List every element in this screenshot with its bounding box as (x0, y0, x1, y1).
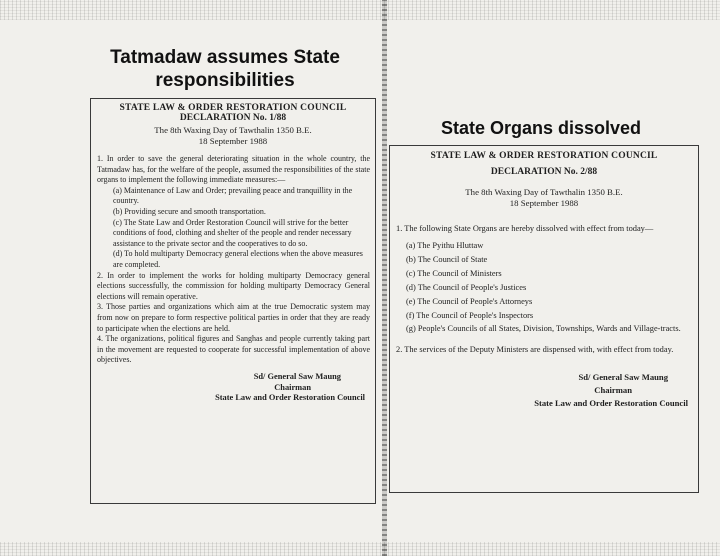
left-paragraph-3: 3. Those parties and organizations which aim at the true Democratic system may from now on prepare to form respective political parties in order that they are ready to participate when the elections are held. (97, 302, 370, 333)
left-council-name: STATE LAW & ORDER RESTORATION COUNCIL (119, 103, 347, 113)
right-date-line-1: The 8th Waxing Day of Tawthalin 1350 B.E. (465, 187, 623, 197)
left-date-line-1: The 8th Waxing Day of Tawthalin 1350 B.E. (154, 125, 312, 135)
left-paragraph-2: 2. In order to implement the works for holding multiparty Democracy general elections successfully, the commission for holding multiparty Democracy General elections will remain operative. (97, 270, 370, 301)
left-date-line-2: 18 September 1988 (198, 136, 268, 146)
right-paragraph-2: 2. The services of the Deputy Ministers are dispensed with, with effect from today. (396, 345, 674, 354)
right-item-e: (e) The Council of People's Attorneys (406, 297, 533, 306)
scan-noise-bottom (0, 542, 720, 556)
left-paragraph-4: 4. The organizations, political figures and Sanghas and people currently taking part in the movement are requested to cooperate for successful implementation of above objectives. (97, 334, 370, 365)
right-item-f: (f) The Council of People's Inspectors (406, 311, 534, 320)
right-signature-name: Sd/ General Saw Maung (578, 372, 668, 382)
left-signature-name: Sd/ General Saw Maung (253, 371, 341, 381)
right-item-g: (g) People's Councils of all States, Division, Townships, Wards and Village-tracts. (406, 324, 681, 333)
right-paragraph-1: 1. The following State Organs are hereby dissolved with effect from today— (396, 224, 654, 233)
left-item-c: (c) The State Law and Order Restoration Council will strive for the better conditions of food, clothing and shelter of the people and render necessary assistance to the private sector and the cooperatives to do so. (113, 217, 352, 248)
right-declaration-number: DECLARATION No. 2/88 (490, 167, 598, 177)
scan-noise-top (0, 0, 720, 20)
left-item-b: (b) Providing secure and smooth transportation. (113, 206, 266, 216)
right-item-c: (c) The Council of Ministers (406, 269, 502, 278)
right-item-d: (d) The Council of People's Justices (406, 283, 527, 292)
right-item-a: (a) The Pyithu Hluttaw (406, 241, 484, 250)
right-signature-title: Chairman (594, 385, 632, 395)
right-signature-org: State Law and Order Restoration Council (534, 398, 688, 408)
page-fold (382, 0, 387, 556)
left-item-d: (d) To hold multiparty Democracy general elections when the above measures are completed. (113, 249, 363, 269)
left-signature-org: State Law and Order Restoration Council (215, 393, 365, 403)
declaration-2-box (389, 145, 699, 493)
right-headline: State Organs dissolved (440, 118, 642, 138)
left-declaration-number: DECLARATION No. 1/88 (179, 113, 287, 123)
left-item-a: (a) Maintenance of Law and Order; prevailing peace and tranquillity in the country. (113, 185, 353, 206)
left-paragraph-1: 1. In order to save the general deteriorating situation in the whole country, the Tatmadaw has, for the welfare of the people, assumed the responsibilities of the state organs to implement the following immediate measures:— (97, 154, 370, 185)
left-signature-title: Chairman (274, 382, 311, 392)
right-date-line-2: 18 September 1988 (509, 198, 579, 208)
right-council-name: STATE LAW & ORDER RESTORATION COUNCIL (430, 151, 658, 161)
declaration-1-box (90, 98, 376, 504)
right-item-b: (b) The Council of State (406, 255, 488, 264)
left-headline: Tatmadaw assumes State responsibilities (110, 47, 340, 91)
